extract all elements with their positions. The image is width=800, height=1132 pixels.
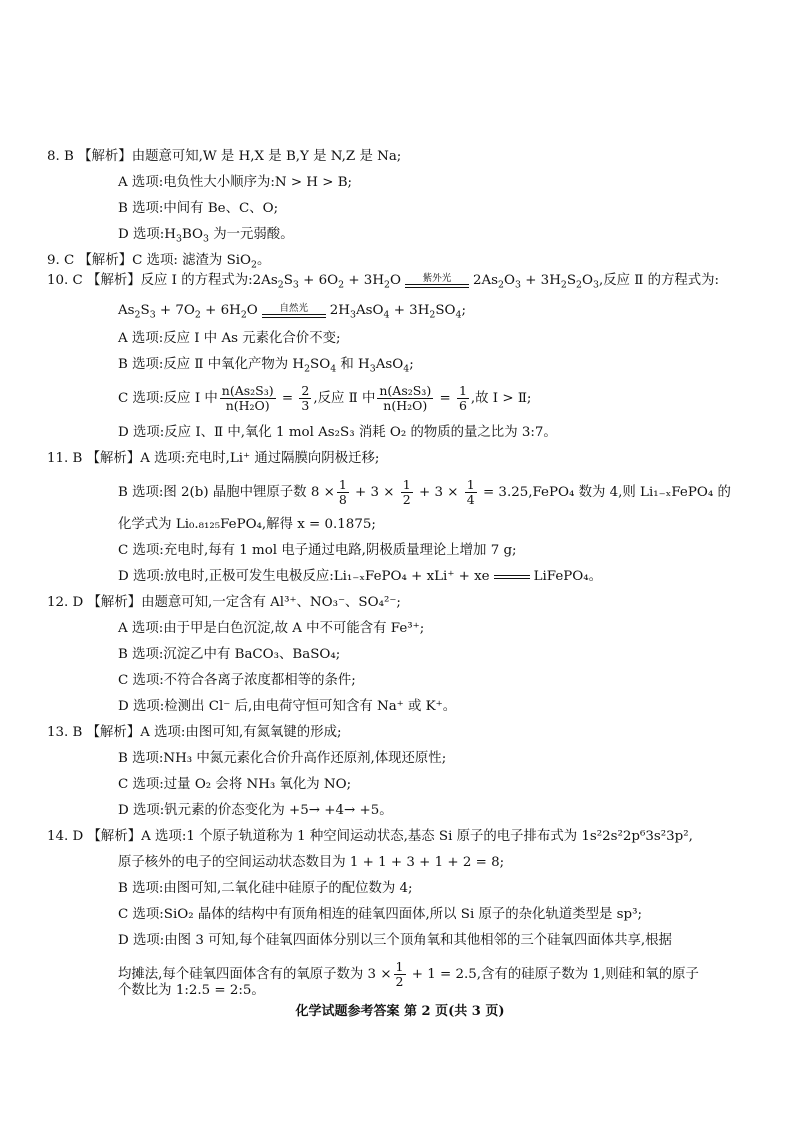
q11-option-c: C 选项:充电时,每有 1 mol 电子通过电路,阴极质量理论上增加 7 g; bbox=[118, 543, 517, 558]
q10-head: 10. C 【解析】反应 Ⅰ 的方程式为$:2As_2S_3 + 6O_2 + 3H_2O$ 紫外光 $2As_2O_3 + 3H_2S_2O_3$,反应 Ⅱ 的方程式为: bbox=[47, 272, 720, 291]
q10-option-d: D 选项:反应 Ⅰ、Ⅱ 中,氧化 1 mol As₂S₃ 消耗 O₂ 的物质的量之比为 3:7。 bbox=[118, 425, 557, 440]
q11-option-b-cont: 化学式为 Li₀.₈₁₂₅FePO₄,解得 x = 0.1875; bbox=[118, 517, 376, 532]
q12-option-a: A 选项:由于甲是白色沉淀,故 A 中不可能含有 Fe³⁺; bbox=[118, 621, 425, 636]
q8-head: 8. B 【解析】由题意可知,W 是 H,X 是 B,Y 是 N,Z 是 Na; bbox=[47, 149, 402, 164]
q12-option-c: C 选项:不符合各离子浓度都相等的条件; bbox=[118, 673, 356, 688]
q12-head: 12. D 【解析】由题意可知,一定含有 Al³⁺、NO₃⁻、SO₄²⁻; bbox=[47, 595, 401, 610]
q14-option-b: B 选项:由图可知,二氧化硅中硅原子的配位数为 4; bbox=[118, 881, 413, 896]
q13-option-d: D 选项:钒元素的价态变化为 +5→ +4→ +5。 bbox=[118, 803, 393, 818]
q14-head: 14. D 【解析】A 选项:1 个原子轨道称为 1 种空间运动状态,基态 Si 原子的电子排布式为 1s²2s²2p⁶3s²3p², bbox=[47, 829, 693, 844]
q12-option-b: B 选项:沉淀乙中有 BaCO₃、BaSO₄; bbox=[118, 647, 341, 662]
q8-option-d: D 选项$:H_3BO_3$ 为一元弱酸。 bbox=[118, 227, 294, 245]
q8-option-a: A 选项:电负性大小顺序为:N > H > B; bbox=[118, 175, 353, 190]
q10-option-a: A 选项:反应 Ⅰ 中 As 元素化合价不变; bbox=[118, 331, 341, 346]
q13-option-b: B 选项:NH₃ 中氮元素化合价升高作还原剂,体现还原性; bbox=[118, 751, 447, 766]
q14-option-c: C 选项:SiO₂ 晶体的结构中有顶角相连的硅氧四面体,所以 Si 原子的杂化轨道类型是 sp³; bbox=[118, 907, 642, 922]
q12-option-d: D 选项:检测出 Cl⁻ 后,由电荷守恒可知含有 Na⁺ 或 K⁺。 bbox=[118, 699, 457, 714]
reaction-condition-uv: 紫外光 bbox=[405, 274, 469, 288]
reaction-condition-light: 自然光 bbox=[262, 304, 326, 318]
q8-option-b: B 选项:中间有 Be、C、O; bbox=[118, 201, 279, 216]
q10-eq2: $As_2S_3 + 7O_2 + 6H_2O$ 自然光 $2H_3AsO_4 + 3H_2SO_4$; bbox=[118, 302, 466, 321]
q11-head: 11. B 【解析】A 选项:充电时,Li⁺ 通过隔膜向阴极迁移; bbox=[47, 451, 380, 466]
q14-option-d-end: 个数比为 1:2.5 = 2:5。 bbox=[118, 983, 265, 998]
q14-option-d-cont: 均摊法,每个硅氧四面体含有的氧原子数为 3 × $\frac{1}{2}$ + 1 = 2.5,含有的硅原子数为 1,则硅和氧的原子 bbox=[118, 959, 699, 989]
q11-option-d: D 选项:放电时,正极可发生电极反应:Li₁₋ₓFePO₄ + xLi⁺ + xe LiFePO₄。 bbox=[118, 569, 603, 584]
q14-head-cont: 原子核外的电子的空间运动状态数目为 1 + 1 + 3 + 1 + 2 = 8; bbox=[118, 855, 505, 870]
q10-option-c: C 选项:反应 Ⅰ 中 $\frac{\text{n(As₂S₃)}}{\text{n(H₂O)}}$ = $\frac{2}{3}$ ,反应 Ⅱ 中 $\frac{\text{n(As₂S₃)}}{\text{n(H₂O)}}$ = $\frac{1}{6}$ ,故 Ⅰ > Ⅱ; bbox=[118, 383, 532, 413]
q9-head: 9. C 【解析】C 选项: 滤渣为 SiO$_2$。 bbox=[47, 253, 271, 271]
page-footer: 化学试题参考答案 第 2 页(共 3 页) bbox=[295, 1004, 505, 1019]
q14-option-d: D 选项:由图 3 可知,每个硅氧四面体分别以三个顶角氧和其他相邻的三个硅氧四面体共享,根据 bbox=[118, 933, 672, 948]
q13-option-c: C 选项:过量 O₂ 会将 NH₃ 氧化为 NO; bbox=[118, 777, 352, 792]
q13-head: 13. B 【解析】A 选项:由图可知,有氮氧键的形成; bbox=[47, 725, 342, 740]
q11-option-b: B 选项:图 2(b) 晶胞中锂原子数 8 × $\frac{1}{8}$ + 3 × $\frac{1}{2}$ + 3 × $\frac{1}{4}$ = 3.25,FePO₄ 数为 4,则 Li₁₋ₓFePO₄ 的 bbox=[118, 477, 731, 507]
q10-option-b: B 选项:反应 Ⅱ 中氧化产物为 $H_2SO_4$ 和 $H_3AsO_4$; bbox=[118, 357, 414, 375]
